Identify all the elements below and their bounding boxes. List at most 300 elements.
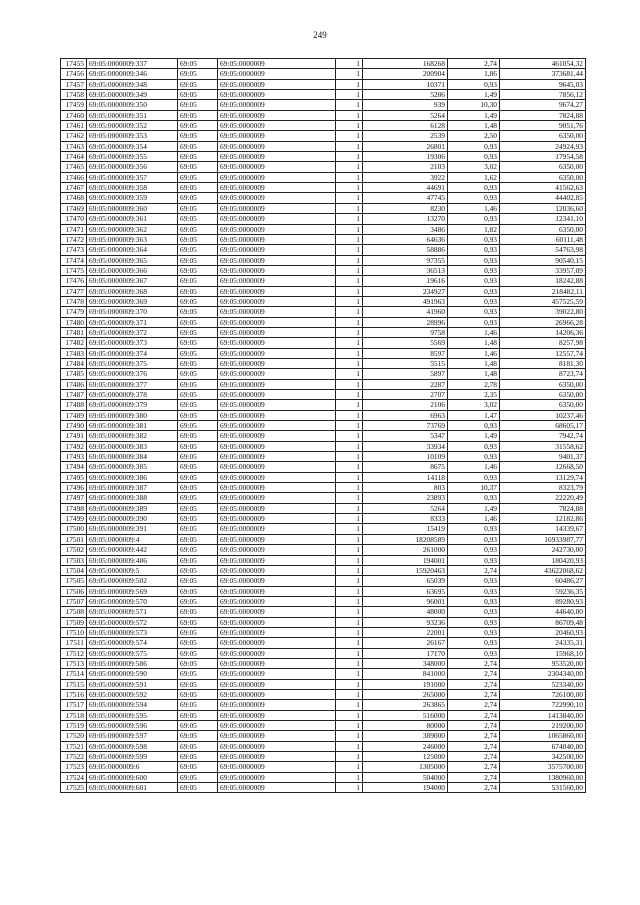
cadastral-number-cell: 69:05:0000009:356 — [87, 162, 178, 172]
area-cell: 5569 — [363, 338, 448, 348]
district-code-cell: 69:05 — [178, 524, 218, 534]
count-cell: 1 — [336, 59, 363, 69]
table-row — [61, 607, 586, 617]
cadastral-number-cell: 69:05:0000009:357 — [87, 172, 178, 182]
district-code-cell: 69:05 — [178, 534, 218, 544]
specific-value-cell: 1,46 — [448, 348, 500, 358]
row-number-cell: 17487 — [61, 390, 87, 400]
count-cell: 1 — [336, 369, 363, 379]
row-number-cell: 17481 — [61, 327, 87, 337]
area-cell: 939 — [363, 100, 448, 110]
cadastral-value-cell: 218482,11 — [500, 286, 586, 296]
table-row — [61, 255, 586, 265]
cadastral-number-cell: 69:05:0000009:352 — [87, 121, 178, 131]
cadastral-value-cell: 18242,88 — [500, 276, 586, 286]
area-cell: 36513 — [363, 265, 448, 275]
count-cell: 1 — [336, 203, 363, 213]
cadastral-number-cell: 69:05:0000009:369 — [87, 296, 178, 306]
cadastral-quarter-cell: 69:05:0000009 — [218, 514, 336, 524]
count-cell: 1 — [336, 327, 363, 337]
cadastral-value-cell: 44402,85 — [500, 193, 586, 203]
cadastral-number-cell: 69:05:0000009:383 — [87, 441, 178, 451]
count-cell: 1 — [336, 617, 363, 627]
table-row — [61, 679, 586, 689]
cadastral-value-cell: 90540,15 — [500, 255, 586, 265]
cadastral-quarter-cell: 69:05:0000009 — [218, 286, 336, 296]
row-number-cell: 17506 — [61, 586, 87, 596]
row-number-cell: 17518 — [61, 710, 87, 720]
district-code-cell: 69:05 — [178, 338, 218, 348]
area-cell: 8230 — [363, 203, 448, 213]
row-number-cell: 17494 — [61, 462, 87, 472]
cadastral-value-cell: 24335,31 — [500, 638, 586, 648]
row-number-cell: 17470 — [61, 214, 87, 224]
cadastral-value-cell: 24924,93 — [500, 141, 586, 151]
area-cell: 246000 — [363, 741, 448, 751]
area-cell: 41960 — [363, 307, 448, 317]
cadastral-quarter-cell: 69:05:0000009 — [218, 410, 336, 420]
table-row — [61, 555, 586, 565]
district-code-cell: 69:05 — [178, 689, 218, 699]
row-number-cell: 17520 — [61, 731, 87, 741]
area-cell: 33934 — [363, 441, 448, 451]
cadastral-number-cell: 69:05:0000009:388 — [87, 493, 178, 503]
area-cell: 22001 — [363, 627, 448, 637]
table-row — [61, 224, 586, 234]
cadastral-number-cell: 69:05:0000009:601 — [87, 783, 178, 793]
cadastral-number-cell: 69:05:0000009:569 — [87, 586, 178, 596]
cadastral-quarter-cell: 69:05:0000009 — [218, 534, 336, 544]
area-cell: 194000 — [363, 783, 448, 793]
cadastral-value-cell: 8257,98 — [500, 338, 586, 348]
district-code-cell: 69:05 — [178, 121, 218, 131]
row-number-cell: 17464 — [61, 152, 87, 162]
table-row — [61, 390, 586, 400]
specific-value-cell: 1,46 — [448, 514, 500, 524]
area-cell: 73769 — [363, 421, 448, 431]
cadastral-number-cell: 69:05:0000009:349 — [87, 90, 178, 100]
cadastral-value-cell: 180420,93 — [500, 555, 586, 565]
specific-value-cell: 10,30 — [448, 100, 500, 110]
table-row — [61, 327, 586, 337]
specific-value-cell: 0,93 — [448, 141, 500, 151]
cadastral-number-cell: 69:05:0000009:385 — [87, 462, 178, 472]
district-code-cell: 69:05 — [178, 762, 218, 772]
row-number-cell: 17463 — [61, 141, 87, 151]
district-code-cell: 69:05 — [178, 69, 218, 79]
table-row — [61, 627, 586, 637]
cadastral-quarter-cell: 69:05:0000009 — [218, 669, 336, 679]
area-cell: 2707 — [363, 390, 448, 400]
cadastral-quarter-cell: 69:05:0000009 — [218, 265, 336, 275]
specific-value-cell: 0,93 — [448, 307, 500, 317]
cadastral-quarter-cell: 69:05:0000009 — [218, 596, 336, 606]
cadastral-number-cell: 69:05:0000009:375 — [87, 358, 178, 368]
specific-value-cell: 1,86 — [448, 69, 500, 79]
district-code-cell: 69:05 — [178, 369, 218, 379]
row-number-cell: 17479 — [61, 307, 87, 317]
district-code-cell: 69:05 — [178, 752, 218, 762]
count-cell: 1 — [336, 669, 363, 679]
cadastral-number-cell: 69:05:0000009:442 — [87, 545, 178, 555]
specific-value-cell: 0,93 — [448, 586, 500, 596]
district-code-cell: 69:05 — [178, 162, 218, 172]
table-row — [61, 648, 586, 658]
row-number-cell: 17458 — [61, 90, 87, 100]
count-cell: 1 — [336, 152, 363, 162]
cadastral-number-cell: 69:05:0000009:486 — [87, 555, 178, 565]
table-row — [61, 162, 586, 172]
count-cell: 1 — [336, 627, 363, 637]
table-row — [61, 121, 586, 131]
area-cell: 8333 — [363, 514, 448, 524]
cadastral-value-cell: 8181,30 — [500, 358, 586, 368]
cadastral-value-cell: 16933987,77 — [500, 534, 586, 544]
row-number-cell: 17496 — [61, 483, 87, 493]
specific-value-cell: 1,46 — [448, 203, 500, 213]
count-cell: 1 — [336, 524, 363, 534]
cadastral-quarter-cell: 69:05:0000009 — [218, 617, 336, 627]
count-cell: 1 — [336, 752, 363, 762]
area-cell: 58886 — [363, 245, 448, 255]
specific-value-cell: 2,74 — [448, 752, 500, 762]
district-code-cell: 69:05 — [178, 390, 218, 400]
row-number-cell: 17510 — [61, 627, 87, 637]
count-cell: 1 — [336, 741, 363, 751]
cadastral-value-cell: 8723,74 — [500, 369, 586, 379]
specific-value-cell: 2,74 — [448, 762, 500, 772]
cadastral-number-cell: 69:05:0000009:380 — [87, 410, 178, 420]
cadastral-value-cell: 12182,86 — [500, 514, 586, 524]
cadastral-value-cell: 1380960,00 — [500, 772, 586, 782]
district-code-cell: 69:05 — [178, 472, 218, 482]
district-code-cell: 69:05 — [178, 59, 218, 69]
row-number-cell: 17489 — [61, 410, 87, 420]
area-cell: 64636 — [363, 234, 448, 244]
specific-value-cell: 1,47 — [448, 410, 500, 420]
count-cell: 1 — [336, 183, 363, 193]
cadastral-quarter-cell: 69:05:0000009 — [218, 462, 336, 472]
area-cell: 841000 — [363, 669, 448, 679]
area-cell: 44691 — [363, 183, 448, 193]
table-row — [61, 348, 586, 358]
row-number-cell: 17461 — [61, 121, 87, 131]
table-row — [61, 193, 586, 203]
specific-value-cell: 0,93 — [448, 234, 500, 244]
cadastral-value-cell: 60111,48 — [500, 234, 586, 244]
cadastral-number-cell: 69:05:0000009:5 — [87, 565, 178, 575]
area-cell: 5897 — [363, 369, 448, 379]
district-code-cell: 69:05 — [178, 317, 218, 327]
specific-value-cell: 0,93 — [448, 607, 500, 617]
specific-value-cell: 10,37 — [448, 483, 500, 493]
row-number-cell: 17483 — [61, 348, 87, 358]
table-row — [61, 731, 586, 741]
table-row — [61, 79, 586, 89]
area-cell: 6963 — [363, 410, 448, 420]
count-cell: 1 — [336, 493, 363, 503]
count-cell: 1 — [336, 762, 363, 772]
cadastral-value-cell: 89280,93 — [500, 596, 586, 606]
cadastral-value-cell: 10237,46 — [500, 410, 586, 420]
cadastral-quarter-cell: 69:05:0000009 — [218, 710, 336, 720]
area-cell: 10371 — [363, 79, 448, 89]
area-cell: 15419 — [363, 524, 448, 534]
specific-value-cell: 1,48 — [448, 358, 500, 368]
cadastral-number-cell: 69:05:0000009:368 — [87, 286, 178, 296]
table-row — [61, 783, 586, 793]
specific-value-cell: 0,93 — [448, 214, 500, 224]
row-number-cell: 17498 — [61, 503, 87, 513]
area-cell: 3922 — [363, 172, 448, 182]
row-number-cell: 17480 — [61, 317, 87, 327]
area-cell: 28996 — [363, 317, 448, 327]
table-row — [61, 369, 586, 379]
cadastral-quarter-cell: 69:05:0000009 — [218, 565, 336, 575]
specific-value-cell: 0,93 — [448, 617, 500, 627]
cadastral-number-cell: 69:05:0000009:348 — [87, 79, 178, 89]
district-code-cell: 69:05 — [178, 203, 218, 213]
row-number-cell: 17459 — [61, 100, 87, 110]
row-number-cell: 17508 — [61, 607, 87, 617]
area-cell: 348000 — [363, 658, 448, 668]
row-number-cell: 17476 — [61, 276, 87, 286]
cadastral-number-cell: 69:05:0000009:594 — [87, 700, 178, 710]
table-row — [61, 596, 586, 606]
count-cell: 1 — [336, 534, 363, 544]
cadastral-number-cell: 69:05:0000009:337 — [87, 59, 178, 69]
count-cell: 1 — [336, 772, 363, 782]
district-code-cell: 69:05 — [178, 679, 218, 689]
specific-value-cell: 1,49 — [448, 503, 500, 513]
cadastral-quarter-cell: 69:05:0000009 — [218, 379, 336, 389]
specific-value-cell: 0,93 — [448, 648, 500, 658]
district-code-cell: 69:05 — [178, 514, 218, 524]
row-number-cell: 17468 — [61, 193, 87, 203]
district-code-cell: 69:05 — [178, 441, 218, 451]
table-row — [61, 152, 586, 162]
cadastral-value-cell: 17954,58 — [500, 152, 586, 162]
area-cell: 65039 — [363, 576, 448, 586]
district-code-cell: 69:05 — [178, 255, 218, 265]
count-cell: 1 — [336, 483, 363, 493]
row-number-cell: 17460 — [61, 110, 87, 120]
cadastral-number-cell: 69:05:0000009:346 — [87, 69, 178, 79]
district-code-cell: 69:05 — [178, 586, 218, 596]
row-number-cell: 17490 — [61, 421, 87, 431]
specific-value-cell: 0,93 — [448, 555, 500, 565]
row-number-cell: 17486 — [61, 379, 87, 389]
cadastral-quarter-cell: 69:05:0000009 — [218, 431, 336, 441]
cadastral-number-cell: 69:05:0000009:378 — [87, 390, 178, 400]
table-row — [61, 431, 586, 441]
row-number-cell: 17495 — [61, 472, 87, 482]
table-row — [61, 317, 586, 327]
cadastral-value-cell: 14206,36 — [500, 327, 586, 337]
cadastral-number-cell: 69:05:0000009:586 — [87, 658, 178, 668]
count-cell: 1 — [336, 131, 363, 141]
count-cell: 1 — [336, 783, 363, 793]
cadastral-number-cell: 69:05:0000009:351 — [87, 110, 178, 120]
row-number-cell: 17513 — [61, 658, 87, 668]
district-code-cell: 69:05 — [178, 555, 218, 565]
cadastral-quarter-cell: 69:05:0000009 — [218, 152, 336, 162]
cadastral-value-table — [60, 58, 586, 793]
row-number-cell: 17465 — [61, 162, 87, 172]
cadastral-value-cell: 722990,10 — [500, 700, 586, 710]
table-row — [61, 338, 586, 348]
cadastral-value-cell: 31558,62 — [500, 441, 586, 451]
specific-value-cell: 0,93 — [448, 265, 500, 275]
specific-value-cell: 2,74 — [448, 565, 500, 575]
district-code-cell: 69:05 — [178, 358, 218, 368]
cadastral-quarter-cell: 69:05:0000009 — [218, 555, 336, 565]
area-cell: 13270 — [363, 214, 448, 224]
cadastral-value-cell: 44640,00 — [500, 607, 586, 617]
cadastral-value-cell: 14339,67 — [500, 524, 586, 534]
cadastral-value-cell: 6350,00 — [500, 162, 586, 172]
cadastral-number-cell: 69:05:0000009:599 — [87, 752, 178, 762]
row-number-cell: 17502 — [61, 545, 87, 555]
cadastral-value-cell: 953520,00 — [500, 658, 586, 668]
cadastral-quarter-cell: 69:05:0000009 — [218, 307, 336, 317]
specific-value-cell: 0,93 — [448, 183, 500, 193]
cadastral-quarter-cell: 69:05:0000009 — [218, 234, 336, 244]
cadastral-value-cell: 33957,09 — [500, 265, 586, 275]
district-code-cell: 69:05 — [178, 400, 218, 410]
table-row — [61, 410, 586, 420]
table-row — [61, 245, 586, 255]
district-code-cell: 69:05 — [178, 141, 218, 151]
row-number-cell: 17478 — [61, 296, 87, 306]
cadastral-value-cell: 9401,37 — [500, 452, 586, 462]
specific-value-cell: 0,93 — [448, 545, 500, 555]
district-code-cell: 69:05 — [178, 431, 218, 441]
count-cell: 1 — [336, 462, 363, 472]
cadastral-value-cell: 7942,74 — [500, 431, 586, 441]
district-code-cell: 69:05 — [178, 348, 218, 358]
area-cell: 63695 — [363, 586, 448, 596]
cadastral-value-cell: 12557,74 — [500, 348, 586, 358]
table-row — [61, 772, 586, 782]
count-cell: 1 — [336, 317, 363, 327]
cadastral-number-cell: 69:05:0000009:574 — [87, 638, 178, 648]
table-row — [61, 669, 586, 679]
row-number-cell: 17455 — [61, 59, 87, 69]
cadastral-number-cell: 69:05:0000009:570 — [87, 596, 178, 606]
specific-value-cell: 0,93 — [448, 493, 500, 503]
table-row — [61, 183, 586, 193]
specific-value-cell: 2,35 — [448, 390, 500, 400]
district-code-cell: 69:05 — [178, 638, 218, 648]
count-cell: 1 — [336, 358, 363, 368]
cadastral-quarter-cell: 69:05:0000009 — [218, 193, 336, 203]
area-cell: 491963 — [363, 296, 448, 306]
cadastral-quarter-cell: 69:05:0000009 — [218, 390, 336, 400]
count-cell: 1 — [336, 565, 363, 575]
district-code-cell: 69:05 — [178, 607, 218, 617]
count-cell: 1 — [336, 100, 363, 110]
district-code-cell: 69:05 — [178, 286, 218, 296]
specific-value-cell: 2,74 — [448, 669, 500, 679]
district-code-cell: 69:05 — [178, 276, 218, 286]
cadastral-value-cell: 8323,79 — [500, 483, 586, 493]
district-code-cell: 69:05 — [178, 772, 218, 782]
row-number-cell: 17517 — [61, 700, 87, 710]
specific-value-cell: 2,74 — [448, 772, 500, 782]
cadastral-value-cell: 219200,00 — [500, 721, 586, 731]
cadastral-number-cell: 69:05:0000009:391 — [87, 524, 178, 534]
area-cell: 2103 — [363, 162, 448, 172]
cadastral-number-cell: 69:05:0000009:596 — [87, 721, 178, 731]
cadastral-value-cell: 12036,60 — [500, 203, 586, 213]
specific-value-cell: 0,93 — [448, 421, 500, 431]
cadastral-quarter-cell: 69:05:0000009 — [218, 752, 336, 762]
cadastral-value-cell: 7824,88 — [500, 110, 586, 120]
cadastral-number-cell: 69:05:0000009:387 — [87, 483, 178, 493]
specific-value-cell: 2,74 — [448, 679, 500, 689]
area-cell: 2539 — [363, 131, 448, 141]
area-cell: 26167 — [363, 638, 448, 648]
count-cell: 1 — [336, 410, 363, 420]
cadastral-value-cell: 6350,00 — [500, 131, 586, 141]
cadastral-value-cell: 1065860,00 — [500, 731, 586, 741]
cadastral-value-cell: 6350,00 — [500, 172, 586, 182]
table-row — [61, 514, 586, 524]
count-cell: 1 — [336, 245, 363, 255]
cadastral-number-cell: 69:05:0000009:386 — [87, 472, 178, 482]
row-number-cell: 17456 — [61, 69, 87, 79]
count-cell: 1 — [336, 214, 363, 224]
count-cell: 1 — [336, 172, 363, 182]
count-cell: 1 — [336, 514, 363, 524]
specific-value-cell: 0,93 — [448, 193, 500, 203]
cadastral-quarter-cell: 69:05:0000009 — [218, 783, 336, 793]
cadastral-value-cell: 59236,35 — [500, 586, 586, 596]
count-cell: 1 — [336, 441, 363, 451]
count-cell: 1 — [336, 276, 363, 286]
specific-value-cell: 0,93 — [448, 452, 500, 462]
table-row — [61, 100, 586, 110]
district-code-cell: 69:05 — [178, 462, 218, 472]
count-cell: 1 — [336, 689, 363, 699]
specific-value-cell: 2,74 — [448, 741, 500, 751]
row-number-cell: 17474 — [61, 255, 87, 265]
cadastral-quarter-cell: 69:05:0000009 — [218, 421, 336, 431]
row-number-cell: 17491 — [61, 431, 87, 441]
count-cell: 1 — [336, 576, 363, 586]
cadastral-value-cell: 7824,88 — [500, 503, 586, 513]
district-code-cell: 69:05 — [178, 90, 218, 100]
cadastral-number-cell: 69:05:0000009:595 — [87, 710, 178, 720]
cadastral-number-cell: 69:05:0000009:376 — [87, 369, 178, 379]
count-cell: 1 — [336, 348, 363, 358]
cadastral-quarter-cell: 69:05:0000009 — [218, 69, 336, 79]
specific-value-cell: 2,74 — [448, 731, 500, 741]
cadastral-number-cell: 69:05:0000009:390 — [87, 514, 178, 524]
specific-value-cell: 2,74 — [448, 59, 500, 69]
count-cell: 1 — [336, 710, 363, 720]
district-code-cell: 69:05 — [178, 710, 218, 720]
district-code-cell: 69:05 — [178, 224, 218, 234]
cadastral-number-cell: 69:05:0000009:370 — [87, 307, 178, 317]
specific-value-cell: 0,93 — [448, 296, 500, 306]
row-number-cell: 17509 — [61, 617, 87, 627]
row-number-cell: 17485 — [61, 369, 87, 379]
cadastral-quarter-cell: 69:05:0000009 — [218, 741, 336, 751]
cadastral-quarter-cell: 69:05:0000009 — [218, 503, 336, 513]
cadastral-value-cell: 457525,59 — [500, 296, 586, 306]
